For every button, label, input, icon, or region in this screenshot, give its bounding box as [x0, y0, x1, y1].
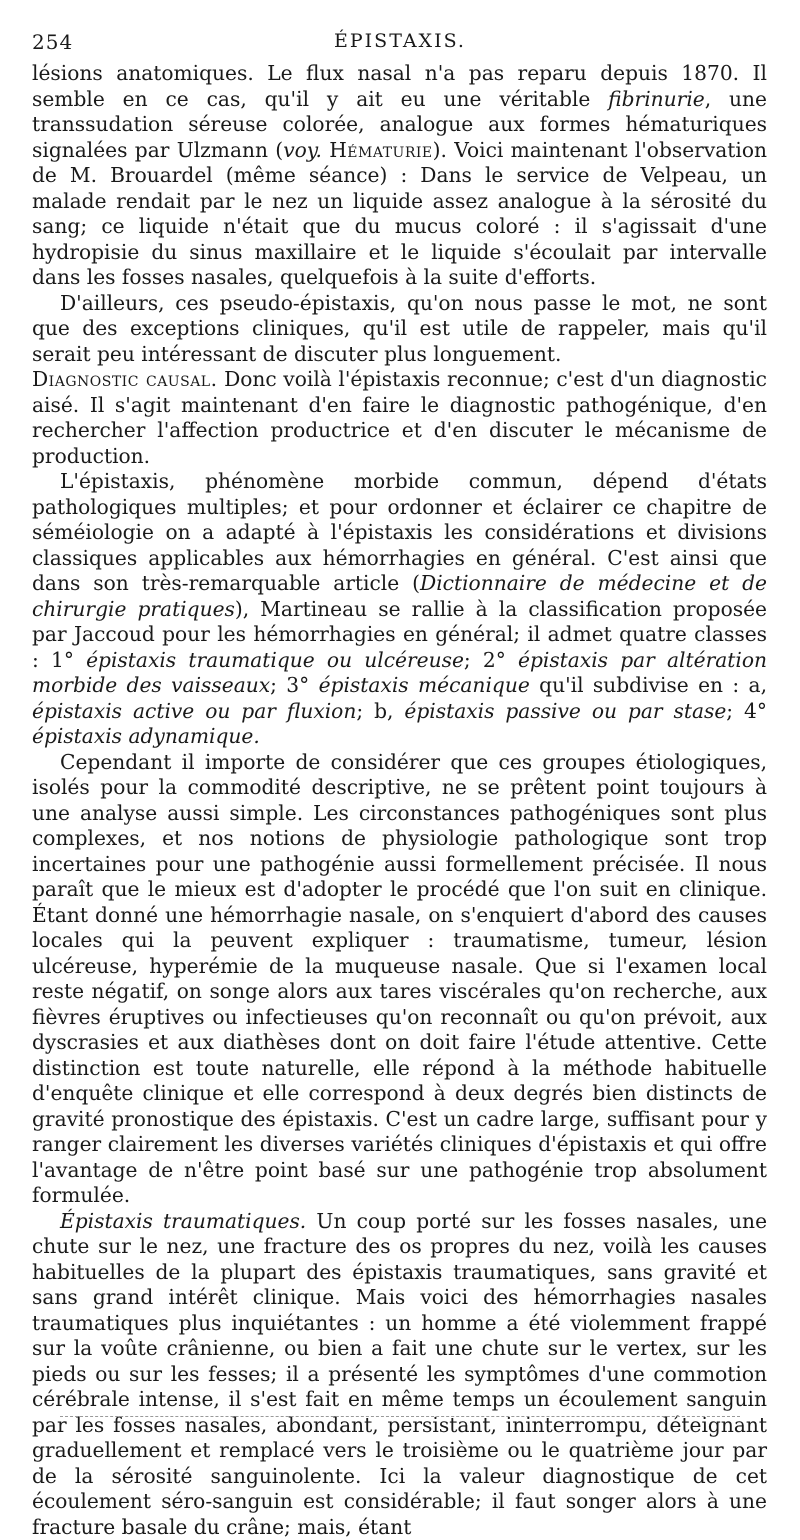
section-heading: Épistaxis traumatiques. — [60, 1209, 306, 1233]
paragraph: Diagnostic causal. Donc voilà l'épistaxis reconnue; c'est d'un diagnostic aisé. Il s'agit maintenant d'en faire le diagnostic pathogénique, d'en rechercher l'affection productrice et d'en discuter le mécanisme de production. — [32, 367, 767, 469]
page-number: 254 — [32, 30, 73, 54]
paragraph: D'ailleurs, ces pseudo-épistaxis, qu'on nous passe le mot, ne sont que des exceptions cliniques, qu'il est utile de rappeler, mais qu'il serait peu intéressant de discuter plus longuement. — [32, 291, 767, 368]
paragraph: lésions anatomiques. Le flux nasal n'a pas reparu depuis 1870. Il semble en ce cas, qu'il y ait eu une véritable fibrinurie, une transsudation séreuse colorée, analogue aux formes hématuriques signalées par Ulzmann (voy. Hématurie). Voici maintenant l'observation de M. Brouardel (même séance) : Dans le service de Velpeau, un malade rendait par le nez un liquide assez analogue à la sérosité du sang; ce liquide n'était que du mucus coloré : il s'agissait d'une hydropisie du sinus maxillaire et le liquide s'écoulait par intervalle dans les fosses nasales, quelquefois à la suite d'efforts. — [32, 61, 767, 291]
paragraph: L'épistaxis, phénomène morbide commun, dépend d'états pathologiques multiples; et pour ordonner et éclairer ce chapitre de séméiologie on a adapté à l'épistaxis les considérations et divisions classiques applicables aux hémorrhagies en général. C'est ainsi que dans son très-remarquable article (Dictionnaire de médecine et de chirurgie pratiques), Martineau se rallie à la classification proposée par Jaccoud pour les hémorrhagies en général; il admet quatre classes : 1° épistaxis traumatique ou ulcéreuse; 2° épistaxis par altération morbide des vaisseaux; 3° épistaxis mécanique qu'il subdivise en : a, épistaxis active ou par fluxion; b, épistaxis passive ou par stase; 4° épistaxis adynamique. — [32, 469, 767, 750]
page-header — [32, 30, 768, 60]
section-heading: Diagnostic causal. — [32, 367, 218, 391]
footer-rule — [60, 1416, 740, 1417]
cross-reference: Hématurie — [329, 138, 432, 162]
running-title: ÉPISTAXIS. — [32, 30, 768, 52]
body-text — [32, 61, 767, 1540]
paragraph: Cependant il importe de considérer que ces groupes étiologiques, isolés pour la commodité descriptive, ne se prêtent point toujours à une analyse aussi simple. Les circonstances pathogéniques sont plus complexes, et nos notions de physiologie pathologique sont trop incertaines pour une pathogénie aussi formellement précisée. Il nous paraît que le mieux est d'adopter le procédé que l'on suit en clinique. Étant donné une hémorrhagie nasale, on s'enquiert d'abord des causes locales qui la peuvent expliquer : traumatisme, tumeur, lésion ulcéreuse, hyperémie de la muqueuse nasale. Que si l'examen local reste négatif, on songe alors aux tares viscérales qu'on recherche, aux fièvres éruptives ou infectieuses qu'on reconnaît ou qu'on prévoit, aux dyscrasies et aux diathèses dont on doit faire l'étude attentive. Cette distinction est toute naturelle, elle répond à la méthode habituelle d'enquête clinique et elle correspond à deux degrés bien distincts de gravité pronostique des épistaxis. C'est un cadre large, suffisant pour y ranger clairement les diverses variétés cliniques d'épistaxis et qui offre l'avantage de n'être point basé sur une pathogénie trop absolument formulée. — [32, 750, 767, 1209]
paragraph: Épistaxis traumatiques. Un coup porté sur les fosses nasales, une chute sur le nez, une fracture des os propres du nez, voilà les causes habituelles de la plupart des épistaxis traumatiques, sans gravité et sans grand intérêt clinique. Mais voici des hémorrhagies nasales traumatiques plus inquiétantes : un homme a été violemment frappé sur la voûte crânienne, ou bien a fait une chute sur le vertex, sur les pieds ou sur les fesses; il a présenté les symptômes d'une commotion cérébrale intense, il s'est fait en même temps un écoulement sanguin par les fosses nasales, abondant, persistant, ininterrompu, déteignant graduellement et remplacé vers le troisième ou le quatrième jour par de la sérosité sanguinolente. Ici la valeur diagnostique de cet écoulement séro-sanguin est considérable; il faut songer alors à une fracture basale du crâne; mais, étant — [32, 1209, 767, 1540]
